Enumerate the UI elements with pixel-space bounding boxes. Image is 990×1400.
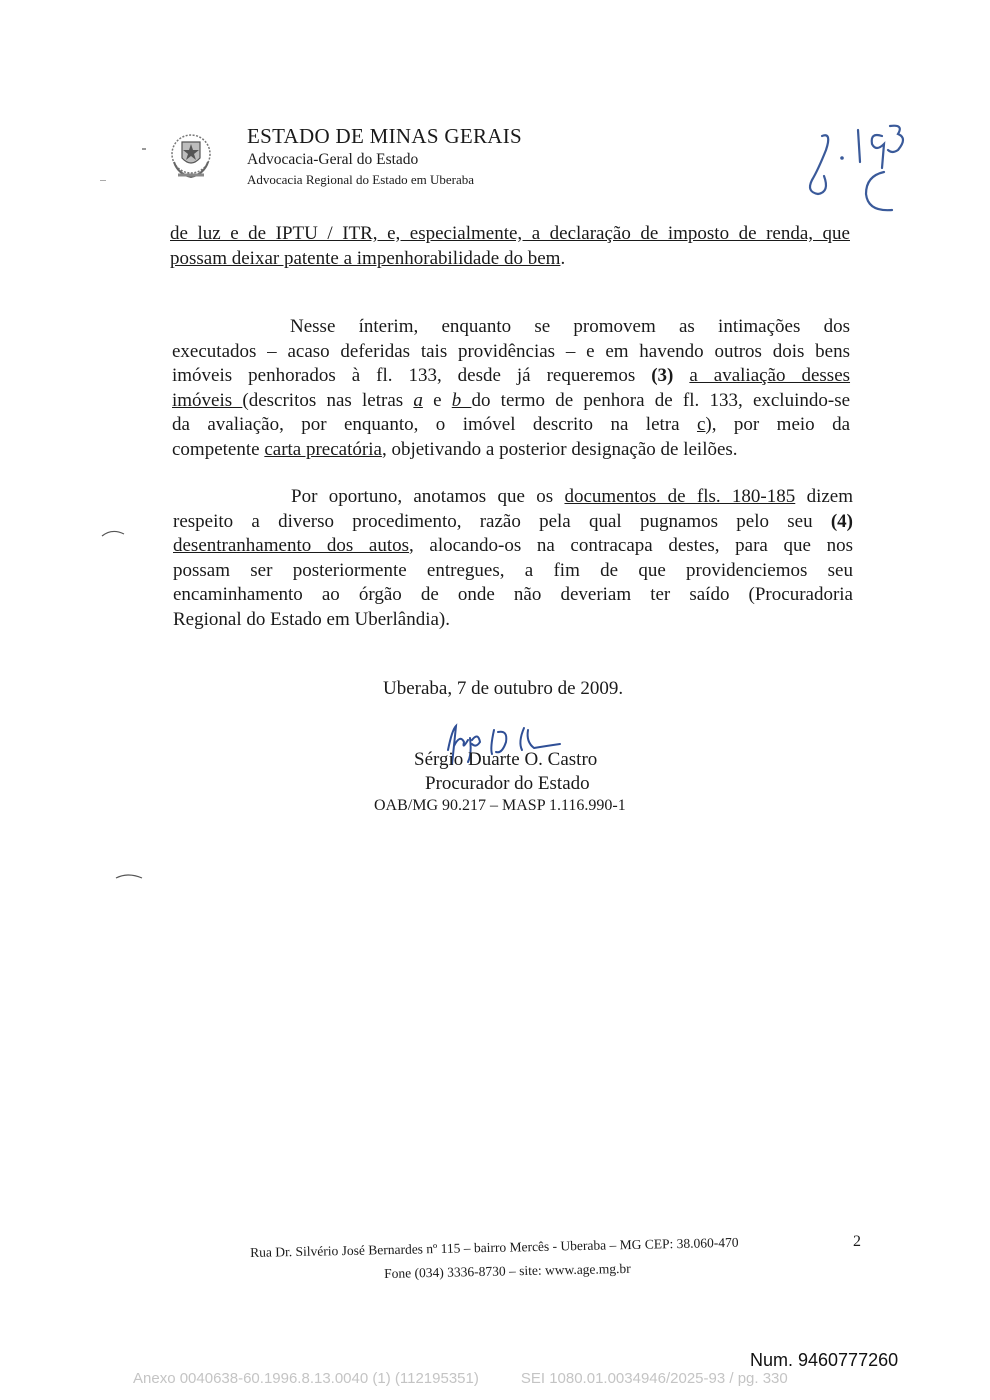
p2-line5-rest: ), por meio da [705,414,851,435]
p3-line1-end: dizem [806,486,854,507]
p1-line1: de luz e de IPTU / ITR, e, especialmente, a declaração de imposto de renda, que [170,223,850,244]
page-number: 2 [853,1233,861,1250]
signer-name: Sérgio Duarte O. Castro [414,749,598,770]
p2-letter-c: c [696,414,706,435]
stamp-annex: Anexo 0040638-60.1996.8.13.0040 (1) (112195351) [133,1370,479,1387]
scan-speck-2 [100,180,106,181]
p2-letter-b: b [451,389,472,411]
header-agency: Advocacia-Geral do Estado [247,151,419,168]
handwritten-folio-mark [800,118,920,228]
p2-item-3: (3) [651,365,674,386]
signer-title: Procurador do Estado [425,773,590,794]
footer-address: Rua Dr. Silvério José Bernardes nº 115 – bairro Mercês - Uberaba – MG CEP: 38.060-470 [250,1234,739,1260]
paragraph-3 [173,485,853,632]
p2-line5-text: da avaliação, por enquanto, o imóvel descrito na letra [172,414,680,435]
stamp-sei: SEI 1080.01.0034946/2025-93 / pg. 330 [520,1370,788,1387]
scan-mark-1 [100,526,126,540]
p2-line3-text: imóveis penhorados à fl. 133, desde já requeremos [172,365,636,386]
p2-line2: executados – acaso deferidas tais providências – e em havendo outros dois bens [172,340,850,362]
p3-line3-rest: , alocando-os na contracapa destes, para que nos [409,535,853,556]
paragraph-2 [172,315,850,462]
p2-line6-text: competente [172,438,260,460]
signer-registration: OAB/MG 90.217 – MASP 1.116.990-1 [374,797,626,814]
p3-line5: encaminhamento ao órgão de onde não deveriam ter saído (Procuradoria [173,584,853,605]
scan-mark-2 [114,868,144,882]
p2-line4-and: e [422,389,452,411]
p2-line4-text: (descritos nas letras [242,389,414,411]
p2-line6-rest: , objetivando a posterior designação de leilões. [381,438,738,460]
p2-line1: Nesse ínterim, enquanto se promovem as intimações dos [290,316,850,337]
p3-line4: possam ser posteriormente entregues, a fim de que providenciemos seu [173,559,853,581]
closing-date: Uberaba, 7 de outubro de 2009. [383,678,624,699]
p3-documents-ref: documentos de fls. 180-185 [564,486,796,507]
p3-item-4: (4) [830,510,853,532]
footer-contact: Fone (034) 3336-8730 – site: www.age.mg.br [384,1260,631,1281]
header-state: ESTADO DE MINAS GERAIS [247,124,523,148]
p1-line2-underlined: possam deixar patente a impenhorabilidade do bem [170,247,561,269]
p3-line1-text: Por oportuno, anotamos que os [291,486,554,507]
p2-carta-precatoria: carta precatória [264,438,382,460]
p2-letter-a: a [413,389,423,411]
paragraph-1 [170,222,850,271]
p1-line2-end: . [560,247,566,269]
p3-line6: Regional do Estado em Uberlândia). [173,608,451,630]
registry-number: Num. 9460777260 [750,1350,899,1370]
p3-desentranhamento: desentranhamento dos autos [173,535,410,556]
document-stamp [133,1370,788,1387]
p2-underlined-imoveis: imóveis [172,389,243,411]
header-regional-office: Advocacia Regional do Estado em Uberaba [247,172,475,187]
p2-underlined-request: a avaliação desses [689,365,851,386]
scan-speck-1 [142,148,146,150]
p2-line4-rest: do termo de penhora de fl. 133, excluindo-se [471,389,851,411]
p3-line2-text: respeito a diverso procedimento, razão pela qual pugnamos pelo seu [173,510,813,532]
coat-of-arms-emblem [168,128,214,184]
